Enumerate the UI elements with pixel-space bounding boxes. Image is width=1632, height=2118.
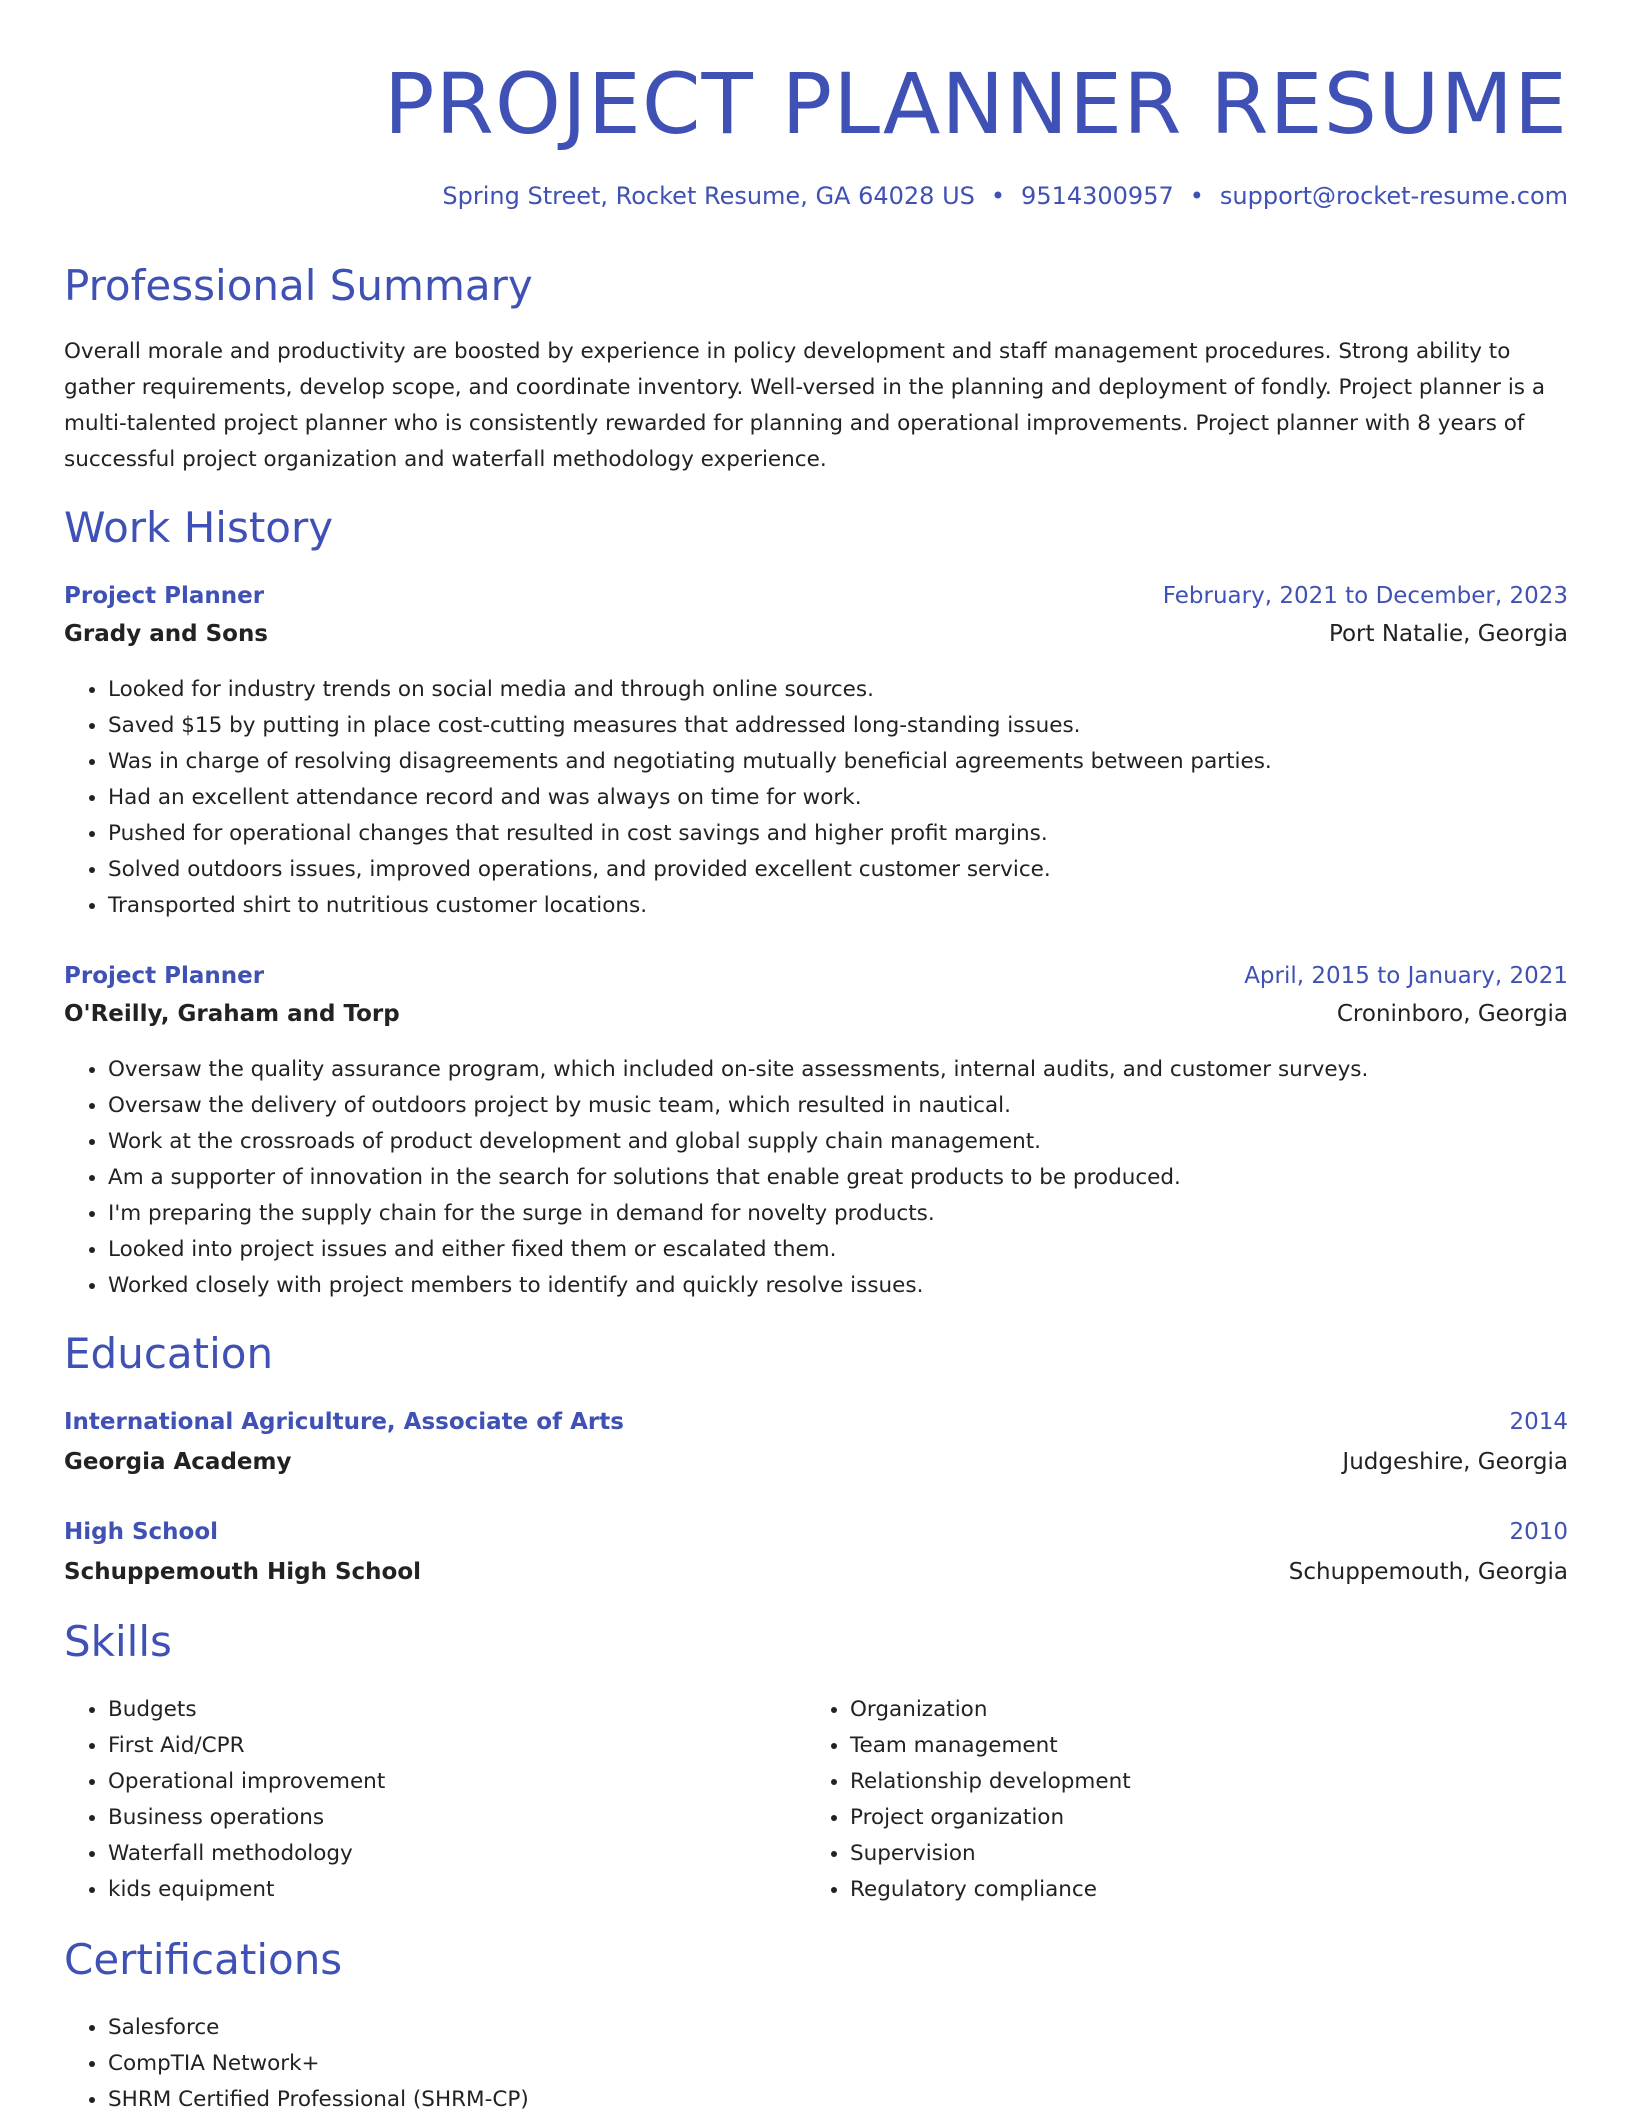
list-item: • Transported shirt to nutritious customer locations.: [108, 888, 1612, 924]
job-1-bullets: [64, 672, 1612, 924]
job-dates: April, 2015 to January, 2021: [1244, 963, 1568, 989]
summary-text: Overall morale and productivity are boosted by experience in policy development and staff management procedures. Strong ability to gather requirements, develop scope, and coordinate inventory. Well-versed in the planning and deployment of fondly. Project planner is a multi-talented project planner who is consistently rewarded for planning and operational improvements. Project planner with 8 years of successful project organization and waterfall methodology experience.: [64, 339, 1546, 472]
list-item: • Looked for industry trends on social media and through online sources.: [108, 672, 1612, 708]
list-item: • SHRM Certified Professional (SHRM-CP): [108, 2082, 1612, 2118]
education-school: Georgia Academy: [64, 1449, 292, 1475]
education-1-school-row: [64, 1446, 1568, 1478]
list-item: • CompTIA Network+: [108, 2046, 1612, 2082]
job-dates: February, 2021 to December, 2023: [1162, 583, 1568, 609]
job-company: Grady and Sons: [64, 621, 269, 647]
job-company: O'Reilly, Graham and Torp: [64, 1001, 400, 1027]
address: Spring Street, Rocket Resume, GA 64028 US: [442, 182, 975, 210]
work-history-heading: Work History: [64, 503, 334, 552]
skills-list-right: [806, 1692, 1632, 1908]
list-item: • Looked into project issues and either fixed them or escalated them.: [108, 1232, 1612, 1268]
email-link[interactable]: support@rocket-resume.com: [1219, 182, 1568, 210]
education-location: Judgeshire, Georgia: [1342, 1449, 1568, 1475]
list-item: • Pushed for operational changes that resulted in cost savings and higher profit margins.: [108, 816, 1612, 852]
education-2-school-row: [64, 1556, 1568, 1588]
list-item: • Worked closely with project members to identify and quickly resolve issues.: [108, 1268, 1612, 1304]
list-item: • Project organization: [850, 1800, 1632, 1836]
list-item: • Regulatory compliance: [850, 1872, 1632, 1908]
education-1-header: [64, 1406, 1568, 1438]
list-item: • kids equipment: [108, 1872, 1612, 1908]
education-degree: International Agriculture, Associate of Arts: [64, 1409, 624, 1435]
list-item: • Operational improvement: [108, 1764, 1612, 1800]
list-item: • Was in charge of resolving disagreements and negotiating mutually beneficial agreements between parties.: [108, 744, 1612, 780]
list-item: • Organization: [850, 1692, 1632, 1728]
education-year: 2010: [1509, 1519, 1568, 1545]
job-1-header: [64, 580, 1568, 612]
list-item: • Budgets: [108, 1692, 1612, 1728]
list-item: • Team management: [850, 1728, 1632, 1764]
education-year: 2014: [1509, 1409, 1568, 1435]
list-item: • Business operations: [108, 1800, 1612, 1836]
education-school: Schuppemouth High School: [64, 1559, 422, 1585]
list-item: • I'm preparing the supply chain for the surge in demand for novelty products.: [108, 1196, 1612, 1232]
list-item: • Solved outdoors issues, improved operations, and provided excellent customer service.: [108, 852, 1612, 888]
list-item: • Had an excellent attendance record and was always on time for work.: [108, 780, 1612, 816]
job-role: Project Planner: [64, 963, 265, 989]
education-degree: High School: [64, 1519, 219, 1545]
job-2-bullets: [64, 1052, 1612, 1304]
education-heading: Education: [64, 1329, 274, 1378]
certifications-list: [64, 2010, 1612, 2118]
job-role: Project Planner: [64, 583, 265, 609]
certifications-heading: Certifications: [64, 1935, 343, 1984]
list-item: • Oversaw the delivery of outdoors project by music team, which resulted in nautical.: [108, 1088, 1612, 1124]
contact-line: [442, 180, 1568, 212]
job-1-company-row: [64, 618, 1568, 650]
list-item: • Oversaw the quality assurance program, which included on-site assessments, internal audits, and customer surveys.: [108, 1052, 1612, 1088]
resume-title: PROJECT PLANNER RESUME: [383, 55, 1568, 153]
list-item: • Am a supporter of innovation in the search for solutions that enable great products to be produced.: [108, 1160, 1612, 1196]
list-item: • Saved $15 by putting in place cost-cutting measures that addressed long-standing issues.: [108, 708, 1612, 744]
education-location: Schuppemouth, Georgia: [1288, 1559, 1568, 1585]
job-2-header: [64, 960, 1568, 992]
list-item: • Supervision: [850, 1836, 1632, 1872]
list-item: • Salesforce: [108, 2010, 1612, 2046]
list-item: • Relationship development: [850, 1764, 1632, 1800]
job-location: Croninboro, Georgia: [1336, 1001, 1568, 1027]
list-item: • First Aid/CPR: [108, 1728, 1612, 1764]
job-2-company-row: [64, 998, 1568, 1030]
separator: •: [990, 182, 1006, 210]
education-2-header: [64, 1516, 1568, 1548]
summary-heading: Professional Summary: [64, 261, 533, 310]
phone: 9514300957: [1021, 182, 1174, 210]
job-location: Port Natalie, Georgia: [1328, 621, 1568, 647]
skills-heading: Skills: [64, 1617, 172, 1666]
list-item: • Work at the crossroads of product development and global supply chain management.: [108, 1124, 1612, 1160]
list-item: • Waterfall methodology: [108, 1836, 1612, 1872]
separator: •: [1189, 182, 1204, 210]
